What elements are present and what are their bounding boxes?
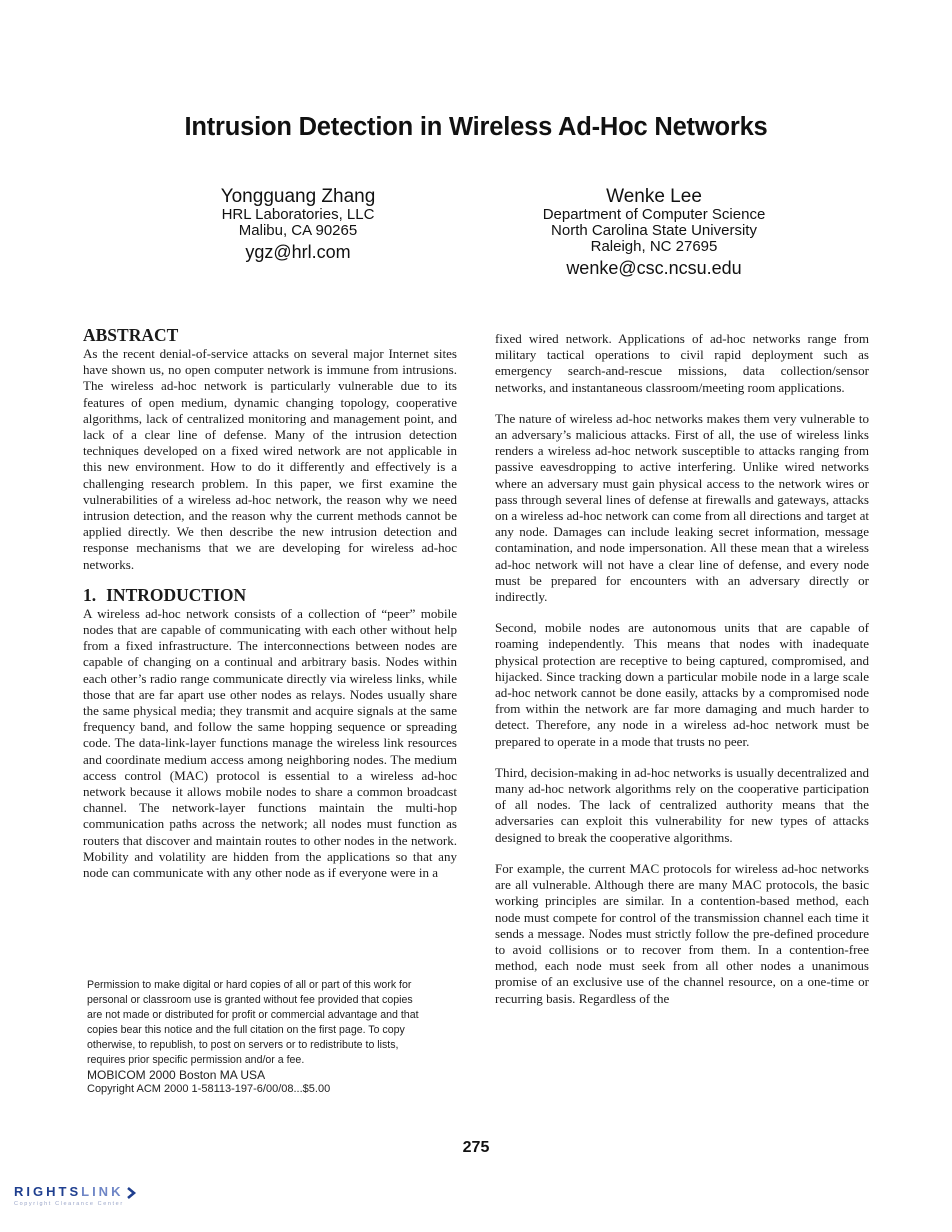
brand-tagline: Copyright Clearance Center bbox=[14, 1201, 124, 1207]
author-affiliation-line: HRL Laboratories, LLC bbox=[221, 206, 375, 223]
author-email: ygz@hrl.com bbox=[245, 242, 351, 262]
right-column bbox=[495, 331, 869, 1022]
body-paragraph: The nature of wireless ad-hoc networks makes them very vulnerable to an adversary’s malicious attacks. First of all, the use of wireless links renders a wireless ad-hoc network susceptible to attacks ranging from passive eavesdropping to active interfering. Unlike wired networks where an adversary must gain physical access to the network wires or pass through several lines of defense at firewalls and gateways, attacks on a wireless ad-hoc network can come from all directions and target at any node. Damages can include leaking secret information, message contamination, and node impersonation. All these mean that a wireless ad-hoc network will not have a clear line of defense, and every node must be prepared for encounters with an adversary directly or indirectly. bbox=[495, 410, 869, 605]
permission-line: otherwise, to republish, to post on servers or to redistribute to lists, bbox=[87, 1039, 399, 1051]
body-paragraph: fixed wired network. Applications of ad-hoc networks range from military tactical operations to civil rapid deployment such as emergency search-and-rescue missions, data collection/sensor networks, and instantaneous classroom/meeting room applications. bbox=[495, 331, 869, 395]
abstract-body: As the recent denial-of-service attacks on several major Internet sites have shown us, no open computer network is immune from intrusions. The wireless ad-hoc network is particularly vulnerable due to its features of open medium, dynamic changing topology, cooperative algorithms, lack of centralized monitoring and management point, and lack of a clear line of defense. Many of the intrusion detection techniques developed on a fixed wired network are not applicable in this new environment. How to do it differently and effectively is a challenging research problem. In this paper, we first examine the vulnerabilities of a wireless ad-hoc network, the reason why we need intrusion detection, and the reason why the current methods cannot be applied directly. We then describe the new intrusion detection and response mechanisms that we are developing for wireless ad-hoc networks. bbox=[83, 346, 457, 572]
author-name: Wenke Lee bbox=[606, 186, 702, 207]
copyright-notice bbox=[87, 978, 459, 1096]
introduction-heading bbox=[83, 585, 457, 605]
permission-line: copies bear this notice and the full citation on the first page. To copy bbox=[87, 1024, 405, 1036]
section-number: 1. bbox=[83, 584, 97, 605]
conference-venue: MOBICOM 2000 Boston MA USA bbox=[87, 1068, 266, 1082]
copyright-line: Copyright ACM 2000 1-58113-197-6/00/08...$5.00 bbox=[87, 1083, 331, 1095]
author-name: Yongguang Zhang bbox=[220, 186, 376, 207]
body-paragraph: A wireless ad-hoc network consists of a collection of “peer” mobile nodes that are capable of communicating with each other without help from a fixed infrastructure. The interconnections between nodes are capable of changing on a continual and arbitrary basis. Nodes within each other’s radio range communicate directly via wireless links, while those that are far apart use other nodes as relays. Nodes usually share the same physical media; they transmit and acquire signals at the same frequency band, and follow the same hopping sequence or spreading code. The data-link-layer functions manage the wireless link resources and coordinate medium access among neighboring nodes. The medium access control (MAC) protocol is essential to a wireless ad-hoc network because it allows mobile nodes to share a common broadcast channel. The network-layer functions maintain the multi-hop communication paths across the network; all nodes must function as routers that discover and maintain routes to other nodes in the network. Mobility and volatility are hidden from the applications so that any node can communicate with any other node as if everyone were in a bbox=[83, 605, 457, 881]
permission-line: are not made or distributed for profit or commercial advantage and that bbox=[87, 1009, 419, 1021]
brand-text-part2: LINK bbox=[81, 1184, 124, 1199]
rightslink-watermark bbox=[14, 1185, 137, 1207]
body-paragraph: Second, mobile nodes are autonomous units that are capable of roaming independently. This means that nodes with inadequate physical protection are receptive to being captured, compromised, and hijacked. Since tracking down a particular mobile node in a large scale ad-hoc network cannot be done easily, attacks by a compromised node from within the network are far more damaging and much harder to detect. Therefore, any node in a wireless ad-hoc network must be prepared to operate in a mode that trusts no peer. bbox=[495, 620, 869, 749]
abstract-heading: ABSTRACT bbox=[83, 325, 179, 345]
permission-line: Permission to make digital or hard copies of all or part of this work for bbox=[87, 979, 412, 991]
author-block-1 bbox=[178, 186, 418, 264]
permission-line: personal or classroom use is granted without fee provided that copies bbox=[87, 994, 413, 1006]
left-column bbox=[83, 325, 457, 881]
section-title: INTRODUCTION bbox=[106, 584, 247, 605]
author-block-2 bbox=[506, 186, 802, 280]
paper-title: Intrusion Detection in Wireless Ad-Hoc Networks bbox=[184, 113, 768, 141]
author-affiliation-line: Department of Computer Science bbox=[542, 206, 766, 223]
body-paragraph: For example, the current MAC protocols for wireless ad-hoc networks are all vulnerable. Although there are many MAC protocols, the basic working principles are similar. In a contention-based method, each node must compete for control of the transmission channel each time it sends a message. Nodes must strictly follow the pre-defined procedure to avoid collisions or to recover from them. In a contention-free method, each node must seek from all other nodes a unanimous promise of an exclusive use of the channel resource, on a one-time or recurring basis. Regardless of the bbox=[495, 860, 869, 1006]
author-affiliation-line: Malibu, CA 90265 bbox=[238, 222, 358, 239]
author-email: wenke@csc.ncsu.edu bbox=[566, 258, 742, 278]
author-affiliation-line: Raleigh, NC 27695 bbox=[590, 238, 718, 255]
chevron-right-icon bbox=[125, 1187, 137, 1199]
author-affiliation-line: North Carolina State University bbox=[551, 222, 757, 239]
permission-line: requires prior specific permission and/or a fee. bbox=[87, 1054, 305, 1066]
brand-text-part1: RIGHTS bbox=[14, 1184, 82, 1199]
rightslink-logo bbox=[14, 1185, 137, 1199]
page-number: 275 bbox=[462, 1139, 490, 1156]
body-paragraph: Third, decision-making in ad-hoc networks is usually decentralized and many ad-hoc network algorithms rely on the cooperative participation of all nodes. The lack of centralized authority means that the adversaries can exploit this vulnerability for new types of attacks designed to break the cooperative algorithms. bbox=[495, 764, 869, 845]
